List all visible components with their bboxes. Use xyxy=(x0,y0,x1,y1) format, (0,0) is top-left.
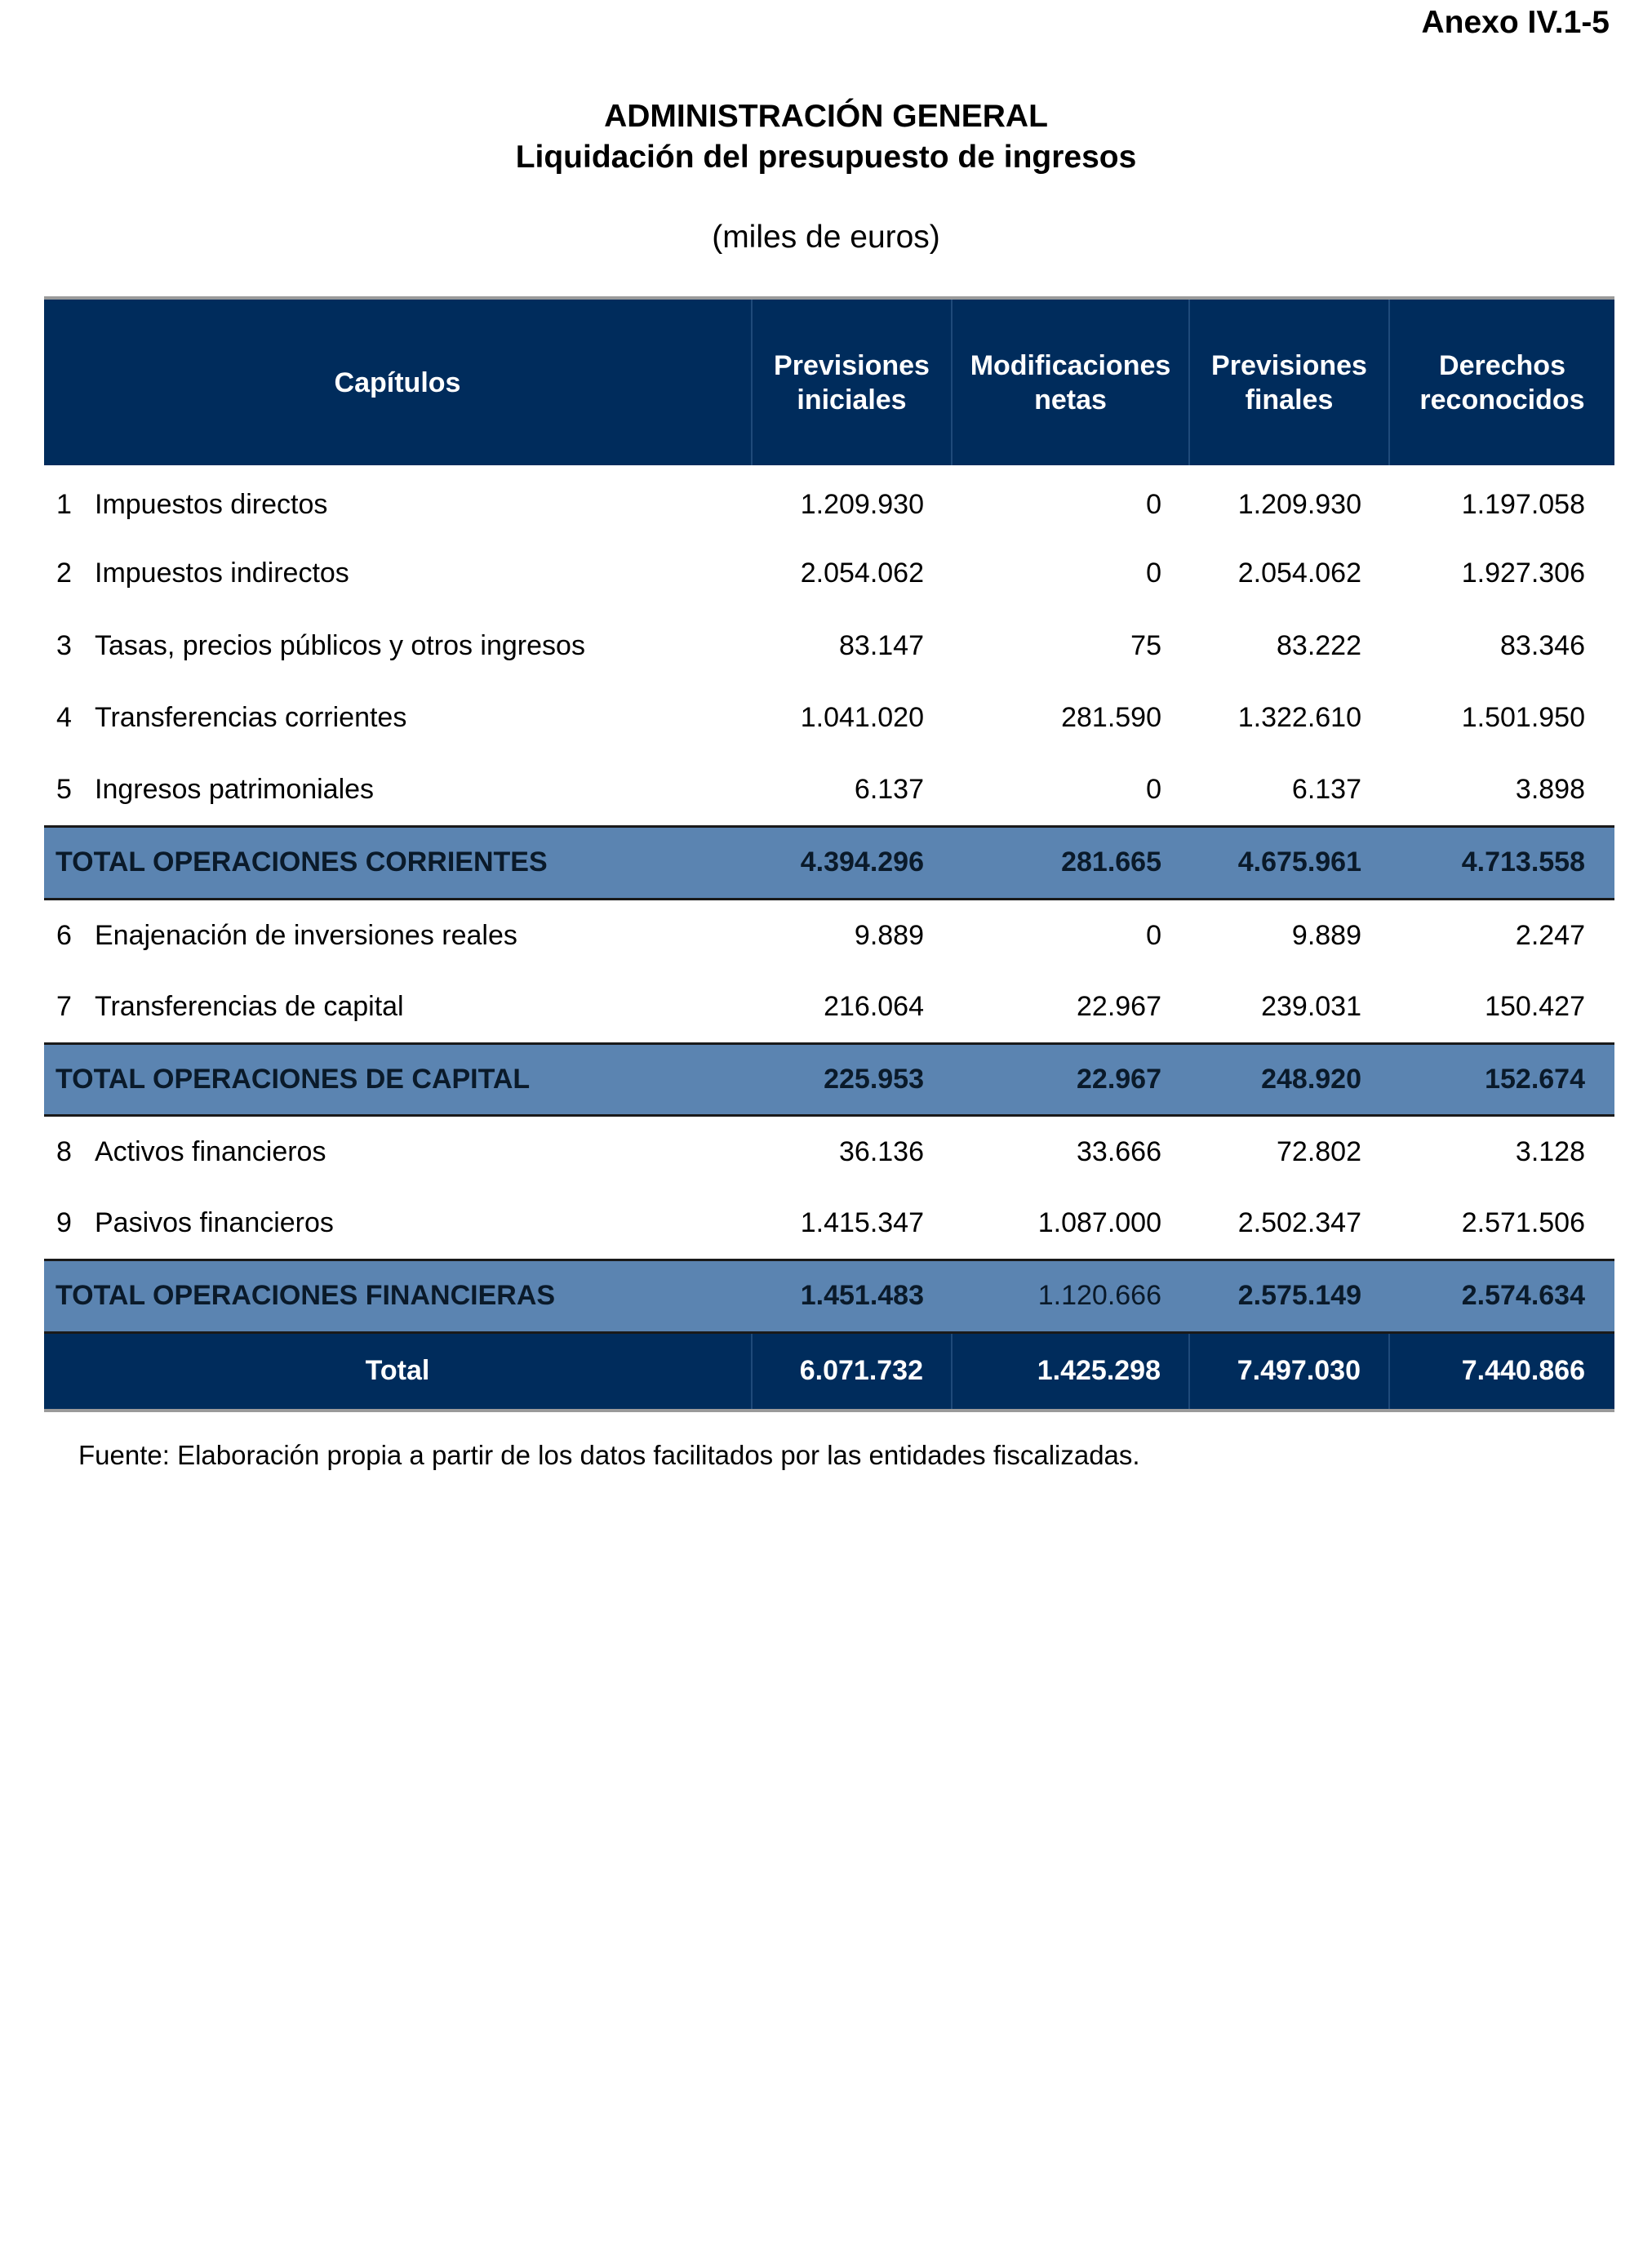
budget-table xyxy=(44,296,1614,1412)
header-modificaciones-netas xyxy=(952,298,1189,465)
table-row xyxy=(44,1116,1614,1189)
row-label: Ingresos patrimoniales xyxy=(95,774,375,805)
table-row xyxy=(44,971,1614,1044)
subtotal-row-financieras xyxy=(44,1260,1614,1333)
cell-previsiones-finales: 9.889 xyxy=(1291,919,1361,951)
cell-previsiones-finales: 239.031 xyxy=(1261,990,1361,1022)
units-label: (miles de euros) xyxy=(712,220,940,255)
cell-modificaciones-netas: 1.120.666 xyxy=(952,1260,1189,1333)
cell-previsiones-iniciales: 1.451.483 xyxy=(752,1260,952,1333)
cell-previsiones-iniciales: 225.953 xyxy=(752,1043,952,1116)
row-chapter xyxy=(44,538,752,611)
row-chapter xyxy=(44,465,752,538)
row-label: Impuestos indirectos xyxy=(95,558,349,589)
subtotal-label: TOTAL OPERACIONES FINANCIERAS xyxy=(44,1260,752,1333)
subtotal-row-capital xyxy=(44,1043,1614,1116)
table-row xyxy=(44,465,1614,538)
cell-modificaciones-netas: 22.967 xyxy=(1077,990,1161,1022)
cell-previsiones-iniciales: 6.071.732 xyxy=(752,1332,952,1411)
table-row xyxy=(44,754,1614,827)
row-number: 1 xyxy=(56,489,72,521)
title-line-1: ADMINISTRACIÓN GENERAL xyxy=(604,99,1048,134)
subtotal-row-corrientes xyxy=(44,827,1614,900)
header-text: Modificaciones xyxy=(970,349,1171,381)
header-derechos-reconocidos xyxy=(1389,298,1614,465)
cell-modificaciones-netas: 0 xyxy=(1146,919,1161,951)
row-chapter xyxy=(44,754,752,827)
cell-derechos-reconocidos: 7.440.866 xyxy=(1389,1332,1614,1411)
row-chapter xyxy=(44,610,752,682)
table-row xyxy=(44,610,1614,682)
total-row xyxy=(44,1332,1614,1411)
header-text: netas xyxy=(1034,384,1107,415)
title-line-2: Liquidación del presupuesto de ingresos xyxy=(515,140,1137,175)
cell-derechos-reconocidos: 2.571.506 xyxy=(1461,1207,1585,1238)
row-label: Transferencias corrientes xyxy=(95,702,407,734)
cell-previsiones-finales: 83.222 xyxy=(1277,629,1361,661)
cell-derechos-reconocidos: 3.898 xyxy=(1515,774,1585,805)
table-header-row xyxy=(44,298,1614,465)
cell-derechos-reconocidos: 2.574.634 xyxy=(1389,1260,1614,1333)
row-chapter xyxy=(44,899,752,971)
cell-modificaciones-netas: 281.590 xyxy=(1061,702,1161,734)
cell-previsiones-iniciales: 2.054.062 xyxy=(800,558,924,589)
row-label: Tasas, precios públicos y otros ingresos xyxy=(95,629,585,661)
page-title xyxy=(0,96,1652,178)
cell-previsiones-finales: 72.802 xyxy=(1277,1136,1361,1167)
row-label: Pasivos financieros xyxy=(95,1207,334,1238)
row-label: Enajenación de inversiones reales xyxy=(95,919,517,951)
header-text: Derechos xyxy=(1439,349,1565,381)
cell-derechos-reconocidos: 1.501.950 xyxy=(1461,702,1585,734)
row-number: 8 xyxy=(56,1136,72,1167)
cell-modificaciones-netas: 1.425.298 xyxy=(952,1332,1189,1411)
cell-derechos-reconocidos: 3.128 xyxy=(1515,1136,1585,1167)
cell-previsiones-finales: 1.322.610 xyxy=(1237,702,1361,734)
cell-derechos-reconocidos: 1.197.058 xyxy=(1461,489,1585,521)
cell-previsiones-finales: 2.575.149 xyxy=(1189,1260,1389,1333)
cell-modificaciones-netas: 22.967 xyxy=(952,1043,1189,1116)
cell-modificaciones-netas: 75 xyxy=(1130,629,1161,661)
row-chapter xyxy=(44,1116,752,1189)
cell-previsiones-finales: 1.209.930 xyxy=(1237,489,1361,521)
total-label: Total xyxy=(44,1332,752,1411)
cell-derechos-reconocidos: 1.927.306 xyxy=(1461,558,1585,589)
subtotal-label: TOTAL OPERACIONES DE CAPITAL xyxy=(44,1043,752,1116)
row-number: 6 xyxy=(56,919,72,951)
cell-previsiones-iniciales: 216.064 xyxy=(824,990,924,1022)
cell-modificaciones-netas: 281.665 xyxy=(952,827,1189,900)
row-chapter xyxy=(44,971,752,1044)
table-row xyxy=(44,682,1614,755)
header-text: finales xyxy=(1245,384,1334,415)
annex-label: Anexo IV.1-5 xyxy=(1421,5,1610,40)
header-text: Previsiones xyxy=(1211,349,1367,381)
cell-previsiones-finales: 6.137 xyxy=(1291,774,1361,805)
row-chapter xyxy=(44,1188,752,1260)
cell-previsiones-finales: 248.920 xyxy=(1189,1043,1389,1116)
row-label: Impuestos directos xyxy=(95,489,328,521)
cell-modificaciones-netas: 33.666 xyxy=(1077,1136,1161,1167)
row-label: Transferencias de capital xyxy=(95,990,404,1022)
cell-modificaciones-netas: 0 xyxy=(1146,774,1161,805)
header-previsiones-iniciales xyxy=(752,298,952,465)
cell-derechos-reconocidos: 150.427 xyxy=(1485,990,1585,1022)
cell-modificaciones-netas: 0 xyxy=(1146,489,1161,521)
table-row xyxy=(44,538,1614,611)
cell-previsiones-finales: 2.054.062 xyxy=(1237,558,1361,589)
row-chapter xyxy=(44,682,752,755)
header-text: Previsiones xyxy=(774,349,930,381)
table-row xyxy=(44,1188,1614,1260)
cell-previsiones-finales: 7.497.030 xyxy=(1189,1332,1389,1411)
cell-previsiones-iniciales: 1.041.020 xyxy=(800,702,924,734)
row-number: 7 xyxy=(56,990,72,1022)
row-label: Activos financieros xyxy=(95,1136,326,1167)
cell-previsiones-iniciales: 36.136 xyxy=(839,1136,924,1167)
header-capitulos: Capítulos xyxy=(44,298,752,465)
cell-previsiones-iniciales: 6.137 xyxy=(854,774,924,805)
header-previsiones-finales xyxy=(1189,298,1389,465)
row-number: 4 xyxy=(56,702,72,734)
row-number: 5 xyxy=(56,774,72,805)
table-row xyxy=(44,899,1614,971)
header-text: iniciales xyxy=(797,384,907,415)
subtotal-label: TOTAL OPERACIONES CORRIENTES xyxy=(44,827,752,900)
row-number: 2 xyxy=(56,558,72,589)
cell-derechos-reconocidos: 152.674 xyxy=(1389,1043,1614,1116)
cell-derechos-reconocidos: 2.247 xyxy=(1515,919,1585,951)
row-number: 9 xyxy=(56,1207,72,1238)
cell-derechos-reconocidos: 4.713.558 xyxy=(1389,827,1614,900)
cell-previsiones-finales: 4.675.961 xyxy=(1189,827,1389,900)
header-text: reconocidos xyxy=(1419,384,1585,415)
cell-previsiones-finales: 2.502.347 xyxy=(1237,1207,1361,1238)
source-note: Fuente: Elaboración propia a partir de los datos facilitados por las entidades fiscalizadas. xyxy=(78,1440,1140,1470)
cell-previsiones-iniciales: 9.889 xyxy=(854,919,924,951)
cell-previsiones-iniciales: 4.394.296 xyxy=(752,827,952,900)
cell-derechos-reconocidos: 83.346 xyxy=(1500,629,1585,661)
cell-previsiones-iniciales: 1.209.930 xyxy=(800,489,924,521)
cell-modificaciones-netas: 1.087.000 xyxy=(1037,1207,1161,1238)
row-number: 3 xyxy=(56,629,72,661)
cell-previsiones-iniciales: 83.147 xyxy=(839,629,924,661)
cell-previsiones-iniciales: 1.415.347 xyxy=(800,1207,924,1238)
cell-modificaciones-netas: 0 xyxy=(1146,558,1161,589)
